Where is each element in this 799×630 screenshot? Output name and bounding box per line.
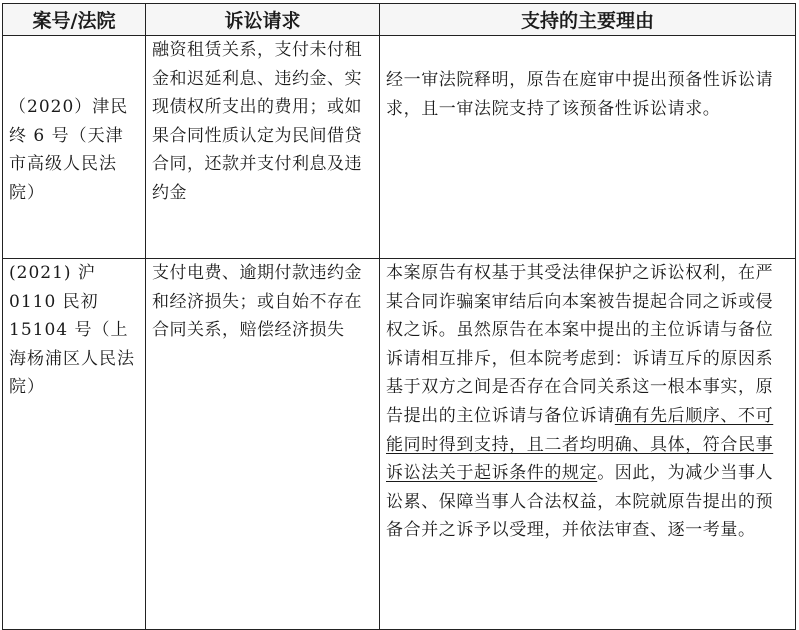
claims-cell: 支付电费、逾期付款违约金和经济损失；或自始不存在合同关系，赔偿经济损失 bbox=[146, 259, 380, 630]
case-cell bbox=[3, 36, 146, 259]
case-table bbox=[2, 3, 796, 630]
reason-text: 本案原告有权基于其受法律保护之诉讼权利，在严某合同诈骗案审结后向本案被告提起合同之诉或侵权之诉。虽然原告在本案中提出的主位诉请与备位诉请相互排斥，但本院考虑到：诉请互斥的原因系基于双方之间是否存在合同关系这一根本事实，原告提出的主位诉请与备位诉请 bbox=[386, 263, 774, 426]
claims-cell: 融资租赁关系，支付未付租金和迟延利息、违约金、实现债权所支出的费用；或如果合同性质认定为民间借贷合同，还款并支付利息及违约金 bbox=[146, 36, 380, 259]
reason-underlined-text: 确有先后顺序、不可能同时得到支持，且二者均明确、具体，符合民事诉讼法关于起诉条件的规定 bbox=[386, 405, 774, 484]
table-row bbox=[3, 36, 796, 259]
table-header-row bbox=[3, 4, 796, 36]
reason-text-end: 。因此，为减少当事人讼累、保障当事人合法权益，本院就原告提出的预备合并之诉予以受理，并依法审查、逐一考量。 bbox=[386, 463, 774, 541]
table-row bbox=[3, 259, 796, 630]
header-claims: 诉讼请求 bbox=[146, 4, 380, 36]
case-cell: (2021) 沪 0110 民初 15104 号（上海杨浦区人民法院） bbox=[3, 259, 146, 630]
reason-cell bbox=[380, 259, 796, 630]
case-text: （2020）津民终 6 号（天津市高级人民法院） bbox=[9, 97, 129, 203]
header-case: 案号/法院 bbox=[3, 4, 146, 36]
header-reason: 支持的主要理由 bbox=[380, 4, 796, 36]
reason-cell: 经一审法院释明，原告在庭审中提出预备性诉讼请求，且一审法院支持了该预备性诉讼请求。 bbox=[380, 36, 796, 259]
